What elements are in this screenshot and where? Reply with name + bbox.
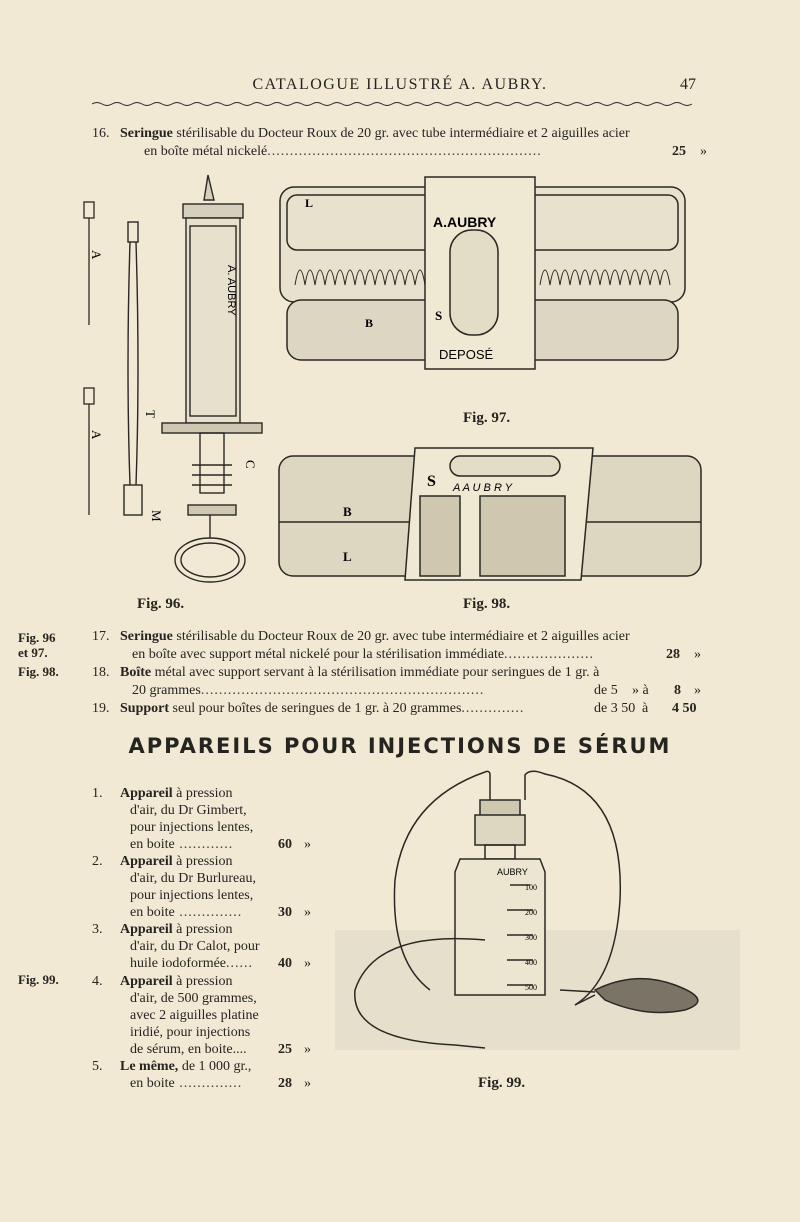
item-number: 4. (92, 974, 103, 989)
closed-box-brand-label: A A U B R Y (453, 482, 513, 494)
leader-dots: ...... (226, 956, 254, 971)
entry-price-to: 4 50 (672, 701, 697, 716)
entry-16 (92, 125, 712, 161)
price-mark: » (304, 1042, 311, 1057)
price-mark: » (304, 1076, 311, 1091)
item-line: pour injections lentes, (130, 820, 254, 835)
appareil-4 (92, 973, 317, 1058)
price-mark: » (304, 905, 311, 920)
serum-injection-apparatus-illustration (335, 760, 745, 1080)
price-mark: » (694, 683, 701, 698)
entry-name: Seringue (120, 126, 173, 141)
price-mark: » (304, 956, 311, 971)
appareil-5 (92, 1058, 317, 1092)
letter-a-top: A (89, 250, 104, 260)
entry-name: Seringue (120, 629, 173, 644)
letter-c: C (243, 460, 258, 469)
letter-b-closed: B (343, 504, 352, 519)
page-number: 47 (680, 76, 696, 93)
price-mark: » (694, 647, 701, 662)
entry-number: 17. (92, 629, 110, 644)
entry-price-separator: à (642, 701, 649, 716)
letter-a-bottom: A (89, 430, 104, 440)
fig-96-caption: Fig. 96. (137, 596, 185, 612)
item-line: en boite (130, 837, 175, 852)
item-line: huile iodoformée (130, 956, 227, 971)
item-name: Le même, (120, 1059, 179, 1074)
entry-price-from: de 5 (594, 683, 618, 698)
entry-19 (92, 700, 712, 718)
item-name: Appareil (120, 854, 173, 869)
bottle-brand-label: AUBRY (497, 867, 528, 877)
letter-s-closed: S (427, 473, 436, 490)
letter-l: L (305, 196, 314, 210)
entry-text: métal avec support servant à la stérilisation immédiate pour seringues de 1 gr. à (154, 665, 600, 680)
entry-number: 18. (92, 665, 110, 680)
item-line: en boite (130, 905, 175, 920)
appareil-2 (92, 853, 317, 921)
letter-t: T (143, 410, 158, 418)
item-name: Appareil (120, 786, 173, 801)
entry-name: Boîte (120, 665, 152, 680)
letter-l-closed: L (343, 549, 352, 564)
item-line: d'air, de 500 grammes, (130, 991, 257, 1006)
leader-dots: ............................................................. (267, 144, 542, 159)
bottle-mark-400: 400 (525, 958, 537, 967)
item-line: à pression (176, 786, 233, 801)
entry-number: 19. (92, 701, 110, 716)
letter-m: M (149, 510, 164, 522)
item-line: à pression (176, 974, 233, 989)
entry-18 (92, 664, 712, 700)
item-price: 30 (278, 905, 292, 920)
fig-97-caption: Fig. 97. (463, 410, 511, 426)
fig-99-caption: Fig. 99. (478, 1075, 526, 1091)
fig-98-caption: Fig. 98. (463, 596, 511, 612)
entry-text: stérilisable du Docteur Roux de 20 gr. avec tube intermédiaire et 2 aiguilles acier (176, 629, 630, 644)
entry-text: stérilisable du Docteur Roux de 20 gr. avec tube intermédiaire et 2 aiguilles acier (176, 126, 630, 141)
bottle-mark-100: 100 (525, 883, 537, 892)
item-number: 2. (92, 854, 103, 869)
item-line: en boite (130, 1076, 175, 1091)
item-line: à pression (176, 854, 233, 869)
letter-s: S (435, 308, 443, 323)
entry-price-from: de 3 50 (594, 701, 636, 716)
item-line: iridié, pour injections (130, 1025, 251, 1040)
letter-b: B (365, 316, 374, 330)
item-line: d'air, du Dr Calot, pour (130, 939, 260, 954)
item-number: 5. (92, 1059, 103, 1074)
item-line: avec 2 aiguilles platine (130, 1008, 259, 1023)
item-price: 25 (278, 1042, 292, 1057)
syringe-illustration (78, 170, 268, 590)
price-mark: » (304, 837, 311, 852)
side-ref-fig97: et 97. (18, 645, 48, 660)
entry-text-line2: en boîte métal nickelé (144, 144, 268, 159)
entry-text-line2: en boîte avec support métal nickelé pour la stérilisation immédiate (132, 647, 505, 662)
leader-dots: .............. (461, 701, 525, 716)
item-name: Appareil (120, 922, 173, 937)
box-depose-label: DEPOSÉ (439, 347, 494, 362)
appareil-3 (92, 921, 317, 972)
item-line: pour injections lentes, (130, 888, 254, 903)
item-number: 1. (92, 786, 103, 801)
appareil-1 (92, 785, 317, 853)
side-ref-fig96: Fig. 96 (18, 630, 56, 645)
leader-dots: ............................................................... (200, 683, 485, 698)
entry-price: 25 (672, 144, 686, 159)
section-title: APPAREILS POUR INJECTIONS DE SÉRUM (128, 734, 672, 758)
item-price: 28 (278, 1076, 292, 1091)
side-ref-fig98: Fig. 98. (18, 664, 59, 679)
entry-price: 28 (666, 647, 680, 662)
item-price: 60 (278, 837, 292, 852)
closed-box-illustration (275, 446, 705, 586)
item-line: à pression (176, 922, 233, 937)
bottle-mark-200: 200 (525, 908, 537, 917)
entry-price-to: 8 (674, 683, 681, 698)
entry-name: Support (120, 701, 170, 716)
side-ref-fig99: Fig. 99. (18, 972, 59, 987)
entry-text-line2: 20 grammes (132, 683, 201, 698)
item-line: de 1 000 gr., (181, 1059, 252, 1074)
entry-number: 16. (92, 126, 110, 141)
open-sterilisation-box-illustration (275, 175, 705, 375)
entry-17 (92, 628, 712, 664)
price-mark: » (700, 144, 707, 159)
running-header: CATALOGUE ILLUSTRÉ A. AUBRY. (252, 76, 548, 93)
leader-dots: .................... (504, 647, 595, 662)
entry-text: seul pour boîtes de seringues de 1 gr. à 20 grammes (172, 701, 462, 716)
syringe-brand-text: A. AUBRY (225, 265, 237, 316)
item-line: d'air, du Dr Gimbert, (130, 803, 247, 818)
header-wavy-rule (92, 101, 698, 107)
leader-dots: .............. (174, 1076, 243, 1091)
leader-dots: .............. (174, 905, 243, 920)
item-number: 3. (92, 922, 103, 937)
item-line: de sérum, en boite.... (130, 1042, 247, 1057)
item-name: Appareil (120, 974, 173, 989)
entry-price-separator: » à (632, 683, 649, 698)
bottle-mark-300: 300 (525, 933, 537, 942)
item-line: d'air, du Dr Burlureau, (130, 871, 256, 886)
box-brand-label: A.AUBRY (433, 214, 497, 230)
leader-dots: ............ (174, 837, 234, 852)
bottle-mark-500: 500 (525, 983, 537, 992)
item-price: 40 (278, 956, 292, 971)
